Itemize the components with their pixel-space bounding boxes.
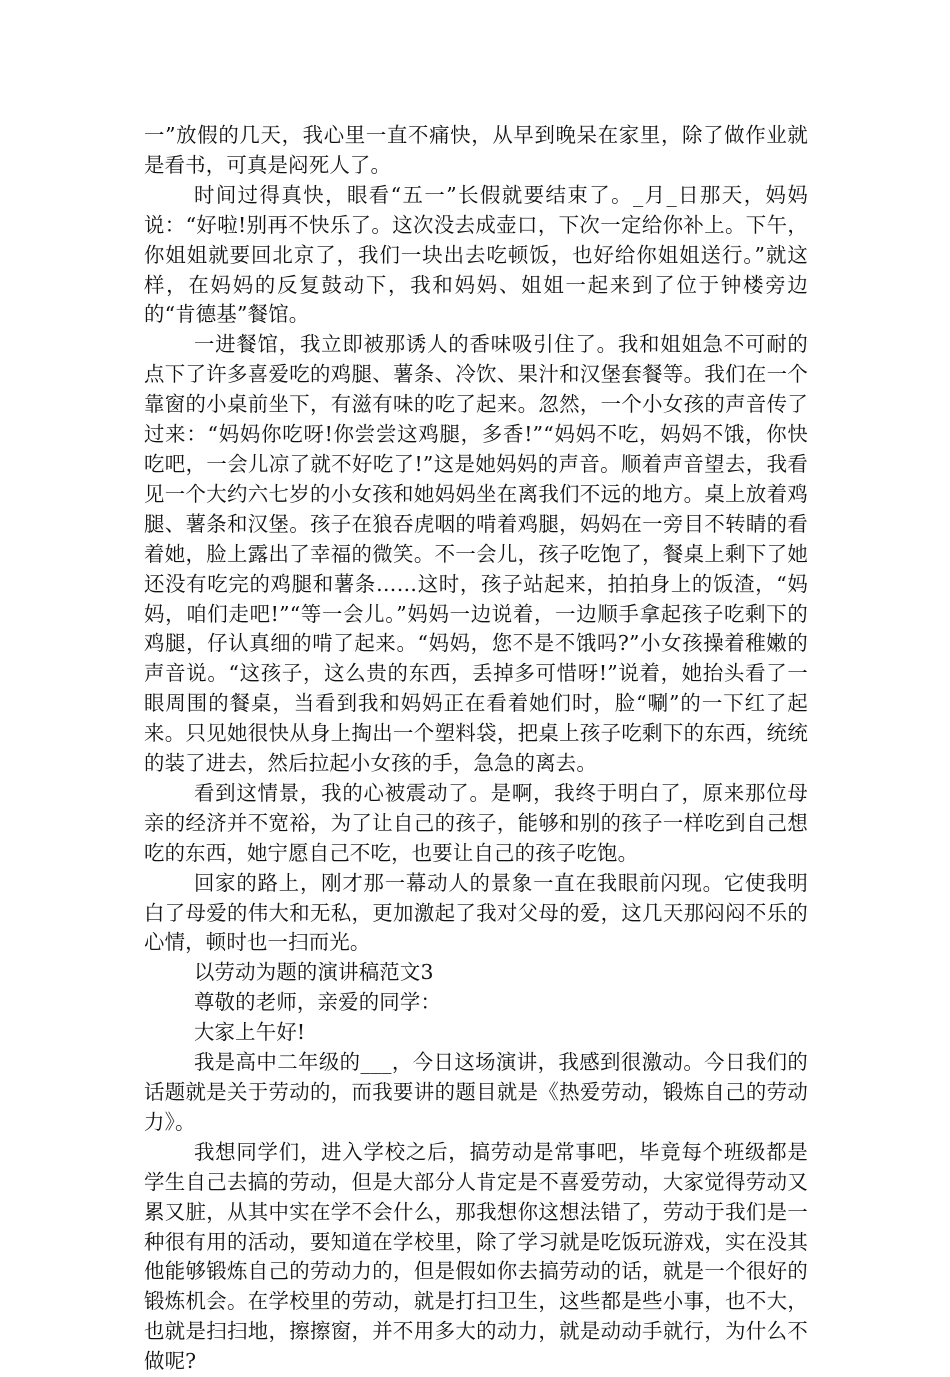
paragraph-way-home: 回家的路上，刚才那一幕动人的景象一直在我眼前闪现。它使我明白了母爱的伟大和无私，更加激起了我对父母的爱，这几天那闷闷不乐的心情，顿时也一扫而光。	[144, 870, 808, 955]
paragraph-restaurant: 一进餐馆，我立即被那诱人的香味吸引住了。我和姐姐急不可耐的点下了许多喜爱吃的鸡腿、薯条、冷饮、果汁和汉堡套餐等。我们在一个靠窗的小桌前坐下，有滋有味的吃了起来。忽然，一个小女孩的声音传了过来：“妈妈你吃呀!你尝尝这鸡腿，多香!”“妈妈不吃，妈妈不饿，你快吃吧，一会儿凉了就不好吃了!”这是她妈妈的声音。顺着声音望去，我看见一个大约六七岁的小女孩和她妈妈坐在离我们不远的地方。桌上放着鸡腿、薯条和汉堡。孩子在狼吞虎咽的啃着鸡腿，妈妈在一旁目不转睛的看着她，脸上露出了幸福的微笑。不一会儿，孩子吃饱了，餐桌上剩下了她还没有吃完的鸡腿和薯条……这时，孩子站起来，拍拍身上的饭渣，“妈妈，咱们走吧!”“等一会儿。”妈妈一边说着，一边顺手拿起孩子吃剩下的鸡腿，仔认真细的啃了起来。“妈妈，您不是不饿吗?”小女孩操着稚嫩的声音说。“这孩子，这么贵的东西，丢掉多可惜呀!”说着，她抬头看了一眼周围的餐桌，当看到我和妈妈正在看着她们时，脸“唰”的一下红了起来。只见她很快从身上掏出一个塑料袋，把桌上孩子吃剩下的东西，统统的装了进去，然后拉起小女孩的手，急急的离去。	[144, 332, 808, 776]
speech-paragraph-intro: 我是高中二年级的___，今日这场演讲，我感到很激动。今日我们的话题就是关于劳动的，而我要讲的题目就是《热爱劳动，锻炼自己的劳动力》。	[144, 1050, 808, 1134]
salutation: 尊敬的老师，亲爱的同学：	[193, 990, 442, 1015]
paragraph-time-passes: 时间过得真快，眼看“五一”长假就要结束了。_月_日那天，妈妈说：“好啦!别再不快乐了。这次没去成壶口，下次一定给你补上。下午，你姐姐就要回北京了，我们一块出去吃顿饭，也好给你姐姐送行。”就这样，在妈妈的反复鼓动下，我和妈妈、姐姐一起来到了位于钟楼旁边的“肯德基”餐馆。	[144, 182, 808, 327]
paragraph-realization: 看到这情景，我的心被震动了。是啊，我终于明白了，原来那位母亲的经济并不宽裕，为了让自己的孩子，能够和别的孩子一样吃到自己想吃的东西，她宁愿自己不吃，也要让自己的孩子吃饱。	[144, 780, 808, 865]
speech-paragraph-labor: 我想同学们，进入学校之后，搞劳动是常事吧，毕竟每个班级都是学生自己去搞的劳动，但是大部分人肯定是不喜爱劳动，大家觉得劳动又累又脏，从其中实在学不会什么，那我想你这想法错了，劳动于我们是一种很有用的活动，要知道在学校里，除了学习就是吃饭玩游戏，实在没其他能够锻炼自己的劳动力的，但是假如你去搞劳动的话，就是一个很好的锻炼机会。在学校里的劳动，就是打扫卫生，这些都是些小事，也不大，也就是扫扫地，擦擦窗，并不用多大的动力，就是动动手就行，为什么不做呢?	[144, 1139, 808, 1374]
greeting: 大家上午好!	[193, 1020, 306, 1045]
section-heading: 以劳动为题的演讲稿范文3	[193, 960, 434, 985]
paragraph-continuation: 一”放假的几天，我心里一直不痛快，从早到晚呆在家里，除了做作业就是看书，可真是闷死人了。	[144, 123, 808, 177]
document-body	[144, 121, 808, 1377]
